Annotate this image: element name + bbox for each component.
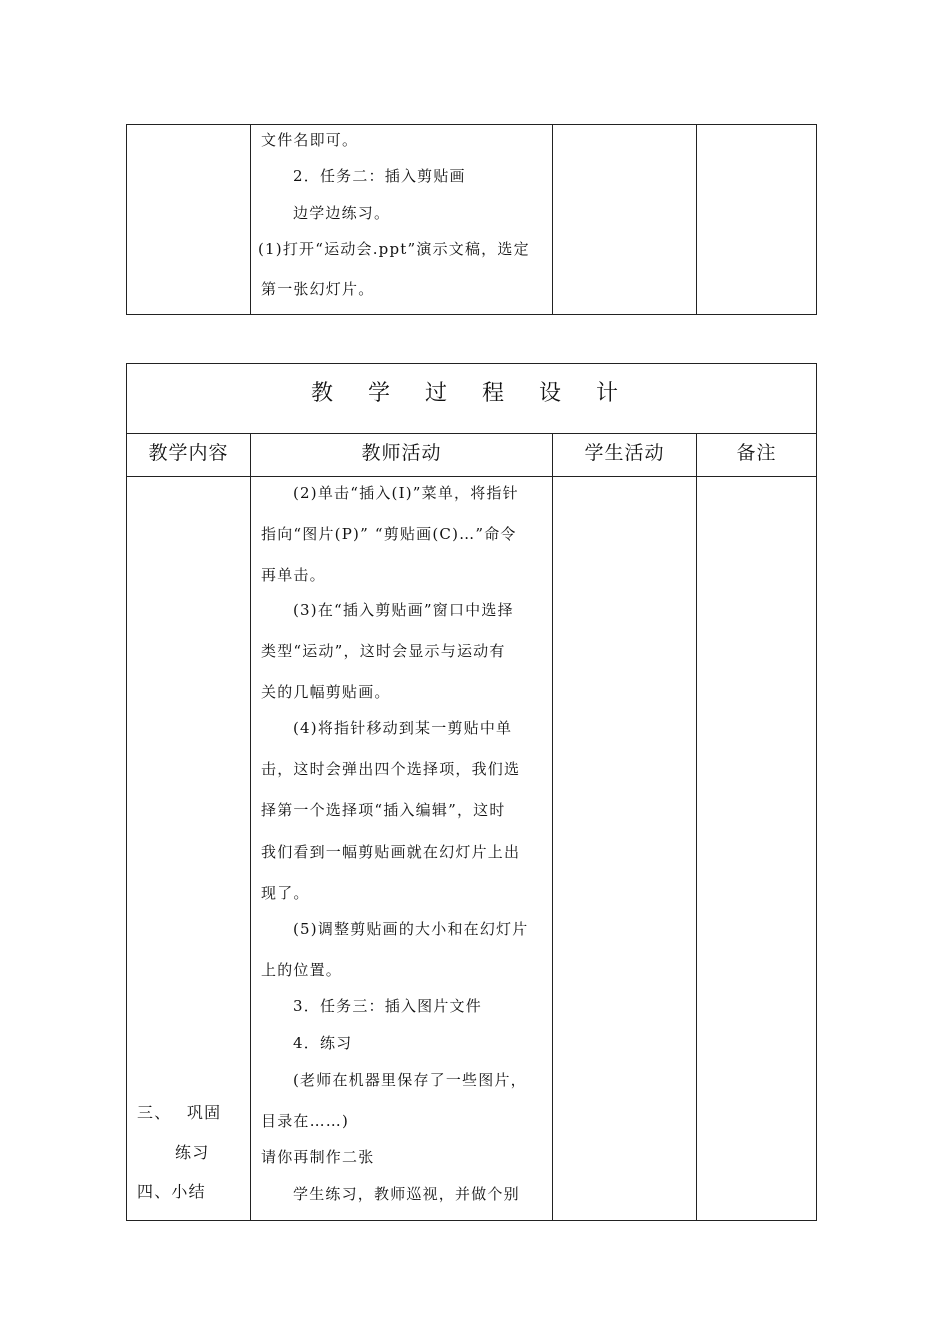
text-line: (4)将指针移动到某一剪贴中单 — [293, 719, 513, 737]
text-line: 第一张幻灯片。 — [261, 280, 375, 298]
teaching-process-table — [126, 363, 817, 1221]
text-line: 我们看到一幅剪贴画就在幻灯片上出 — [261, 843, 521, 861]
header-content — [127, 434, 251, 477]
notes-cell — [697, 477, 817, 1221]
text-line: 上的位置。 — [261, 961, 343, 979]
table-title: 教 学 过 程 设 计 — [311, 381, 632, 406]
header-label: 学生活动 — [584, 442, 665, 464]
header-label: 教师活动 — [361, 442, 442, 464]
text-line: 练习 — [175, 1143, 210, 1162]
text-line: 学生练习，教师巡视，并做个别 — [293, 1185, 520, 1203]
text-line: (3)在“插入剪贴画”窗口中选择 — [293, 601, 514, 619]
text-line: (2)单击“插入(I)”菜单，将指针 — [293, 484, 519, 502]
text-line: (5)调整剪贴画的大小和在幻灯片 — [293, 920, 529, 938]
text-line: 关的几幅剪贴画。 — [261, 683, 391, 701]
header-label: 教学内容 — [148, 442, 229, 464]
text-line: 击，这时会弹出四个选择项，我们选 — [261, 760, 521, 778]
student-activity-cell — [553, 125, 697, 315]
continuation-table — [126, 124, 817, 315]
text-line: 目录在……) — [261, 1112, 350, 1130]
text-line: 3．任务三：插入图片文件 — [293, 997, 482, 1015]
teacher-activity-cell — [251, 477, 553, 1221]
text-line: 文件名即可。 — [261, 131, 359, 149]
text-line: 请你再制作二张 — [261, 1148, 375, 1166]
header-notes — [697, 434, 817, 477]
header-student — [553, 434, 697, 477]
text-line: (老师在机器里保存了一些图片， — [293, 1071, 527, 1089]
content-cell — [127, 125, 251, 315]
text-line: 现了。 — [261, 884, 310, 902]
student-activity-cell — [553, 477, 697, 1221]
text-line: 边学边练习。 — [293, 204, 391, 222]
title-cell — [127, 364, 817, 434]
notes-cell — [697, 125, 817, 315]
text-line: 三、 巩固 — [137, 1103, 222, 1122]
content-cell — [127, 477, 251, 1221]
text-line: 类型“运动”，这时会显示与运动有 — [261, 642, 506, 660]
text-line: 再单击。 — [261, 566, 326, 584]
teacher-activity-cell — [251, 125, 553, 315]
text-line: 择第一个选择项“插入编辑”，这时 — [261, 801, 506, 819]
text-line: 四、小结 — [137, 1182, 206, 1201]
header-teacher — [251, 434, 553, 477]
text-line: 2．任务二：插入剪贴画 — [293, 167, 466, 185]
header-label: 备注 — [736, 442, 777, 464]
text-line: 4．练习 — [293, 1034, 353, 1052]
text-line: (1)打开“运动会.ppt”演示文稿，选定 — [258, 240, 530, 258]
text-line: 指向“图片(P)” “剪贴画(C)…”命令 — [261, 525, 517, 543]
